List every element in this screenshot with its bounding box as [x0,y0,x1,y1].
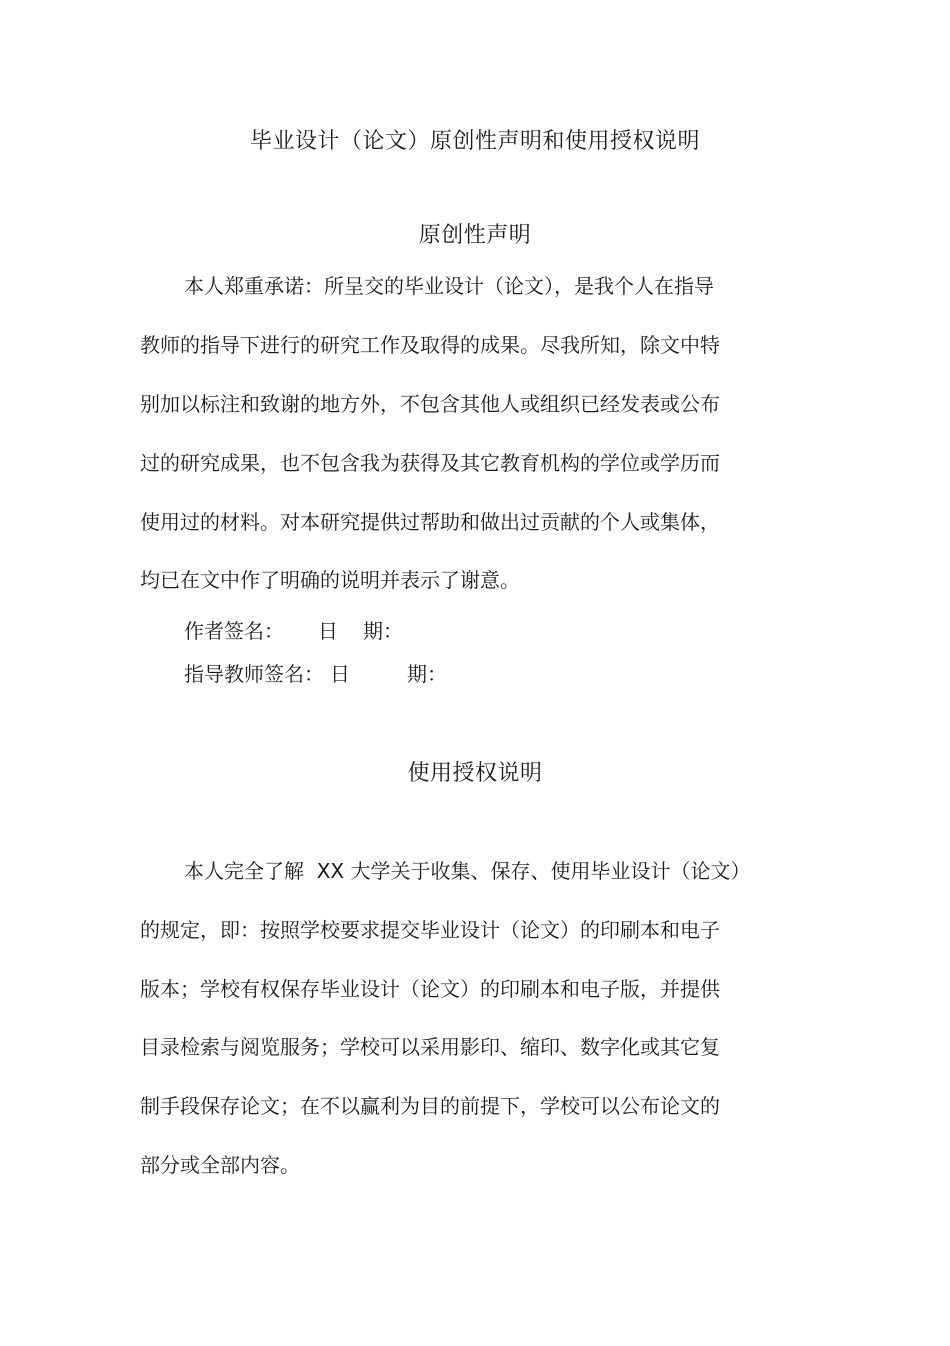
authorization-line-2: 的规定，即：按照学校要求提交毕业设计（论文）的印刷本和电子 [140,918,720,942]
author-date-label-day: 日 [318,619,338,643]
authorization-line-6: 部分或全部内容。 [140,1153,300,1177]
advisor-signature-row [184,660,447,688]
originality-line-2: 教师的指导下进行的研究工作及取得的成果。尽我所知，除文中特 [140,333,720,357]
originality-line-1: 本人郑重承诺：所呈交的毕业设计（论文），是我个人在指导 [184,274,714,298]
authorization-line-3: 版本；学校有权保存毕业设计（论文）的印刷本和电子版，并提供 [140,977,720,1001]
originality-line-5: 使用过的材料。对本研究提供过帮助和做出过贡献的个人或集体， [140,510,720,534]
author-sign-label: 作者签名： [184,619,284,643]
advisor-sign-label: 指导教师签名： [184,662,324,686]
authorization-heading: 使用授权说明 [407,761,543,786]
author-date-label-period: 期： [363,619,403,643]
advisor-date-label-period: 期： [407,662,447,686]
document-title: 毕业设计（论文）原创性声明和使用授权说明 [249,129,700,154]
authorization-line-4: 目录检索与阅览服务；学校可以采用影印、缩印、数字化或其它复 [140,1035,720,1059]
authorization-line-1: 本人完全了解 XX 大学关于收集、保存、使用毕业设计（论文） [184,859,751,883]
originality-line-3: 别加以标注和致谢的地方外，不包含其他人或组织已经发表或公布 [140,392,720,416]
originality-heading: 原创性声明 [418,223,532,248]
advisor-date-label-day: 日 [330,662,350,686]
originality-line-4: 过的研究成果，也不包含我为获得及其它教育机构的学位或学历而 [140,451,720,475]
authorization-line-5: 制手段保存论文；在不以赢利为目的前提下，学校可以公布论文的 [140,1094,720,1118]
originality-line-6: 均已在文中作了明确的说明并表示了谢意。 [140,568,520,592]
author-signature-row [184,617,403,645]
